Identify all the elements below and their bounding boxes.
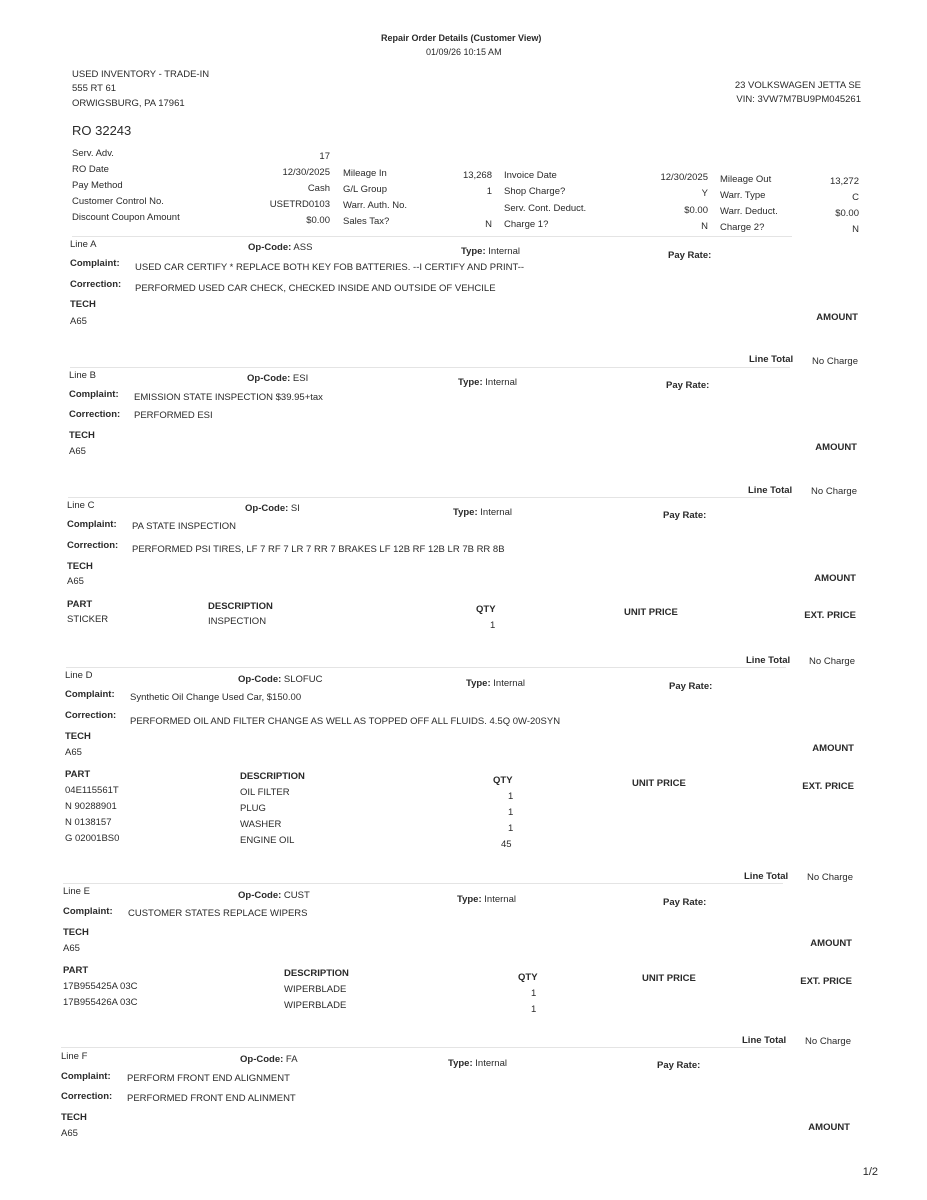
correction-text: PERFORMED FRONT END ALINMENT [127,1093,296,1104]
opcode-label: Op-Code: [247,373,291,384]
part-description: INSPECTION [208,616,267,627]
print-timestamp: 01/09/26 10:15 AM [426,47,502,57]
customer-name: USED INVENTORY - TRADE-IN [72,69,210,80]
ro-number: RO 32243 [72,123,132,138]
description-header: DESCRIPTION [284,968,349,979]
pay-rate-label: Pay Rate: [668,250,712,261]
amount-label: AMOUNT [816,312,858,323]
complaint-label: Complaint: [69,389,119,400]
complaint-label: Complaint: [70,258,120,269]
mileage-out-value: 13,272 [829,176,859,187]
mileage-in-label: Mileage In [343,168,387,179]
sales-tax-value: N [485,219,492,230]
complaint-text: CUSTOMER STATES REPLACE WIPERS [128,908,308,919]
warr-auth-label: Warr. Auth. No. [343,200,408,211]
part-number: N 90288901 [65,801,117,812]
type-label: Type: [448,1058,473,1069]
serv-adv-label: Serv. Adv. [72,148,114,159]
complaint-text: PERFORM FRONT END ALIGNMENT [127,1073,290,1084]
complaint-text: PA STATE INSPECTION [132,521,236,532]
complaint-text: Synthetic Oil Change Used Car, $150.00 [130,692,302,703]
shop-charge-value: Y [701,188,708,199]
part-qty: 1 [490,620,496,631]
correction-text: PERFORMED PSI TIRES, LF 7 RF 7 LR 7 RR 7 BRAKES LF 12B RF 12B LR 7B RR 8B [132,544,505,555]
type-label: Type: [458,377,483,388]
complaint-label: Complaint: [67,519,117,530]
serv-cont-deduct-value: $0.00 [684,205,708,216]
pay-method-label: Pay Method [72,180,123,191]
correction-label: Correction: [65,710,117,721]
unit-price-header: UNIT PRICE [632,778,686,789]
invoice-date-label: Invoice Date [504,170,557,181]
line-total-value: No Charge [807,872,853,883]
mileage-out-label: Mileage Out [720,174,772,185]
correction-label: Correction: [67,540,119,551]
charge1-label: Charge 1? [504,219,549,230]
correction-text: PERFORMED ESI [134,410,213,421]
type-value: Internal [484,894,516,905]
ext-price-header: EXT. PRICE [800,976,852,987]
type-value: Internal [485,377,517,388]
type-value: Internal [475,1058,507,1069]
invoice-date-value: 12/30/2025 [660,172,708,183]
opcode-value: FA [285,1054,298,1065]
page-title: Repair Order Details (Customer View) [381,33,542,43]
type-label: Type: [461,246,486,257]
opcode-value: SLOFUC [283,674,323,685]
part-description: PLUG [240,803,266,814]
qty-header: QTY [476,604,496,615]
part-header: PART [63,965,89,976]
correction-label: Correction: [61,1091,113,1102]
part-qty: 1 [508,807,514,818]
pay-rate-label: Pay Rate: [663,510,707,521]
warr-deduct-label: Warr. Deduct. [720,206,778,217]
section-divider [61,1047,781,1048]
vehicle-vin: VIN: 3VW7M7BU9PM045261 [736,94,861,105]
tech-label: TECH [67,561,93,572]
part-number: G 02001BS0 [65,833,120,844]
customer-street: 555 RT 61 [72,83,117,94]
opcode-label: Op-Code: [238,674,282,685]
mileage-in-value: 13,268 [462,170,492,181]
part-number: 17B955426A 03C [63,997,138,1008]
tech-value: A65 [61,1128,78,1139]
line-name: Line A [70,239,97,250]
sales-tax-label: Sales Tax? [343,216,390,227]
serv-adv-value: 17 [319,151,330,162]
discount-label: Discount Coupon Amount [72,212,180,223]
part-qty: 1 [508,823,514,834]
amount-label: AMOUNT [815,442,857,453]
tech-value: A65 [63,943,80,954]
unit-price-header: UNIT PRICE [624,607,678,618]
line-total-label: Line Total [749,354,794,365]
charge2-value: N [852,224,859,235]
charge1-value: N [701,221,708,232]
amount-label: AMOUNT [810,938,852,949]
correction-label: Correction: [70,279,122,290]
correction-label: Correction: [69,409,121,420]
line-total-value: No Charge [809,656,855,667]
description-header: DESCRIPTION [240,771,305,782]
pay-rate-label: Pay Rate: [657,1060,701,1071]
tech-label: TECH [70,299,96,310]
line-name: Line B [69,370,96,381]
part-qty: 1 [531,1004,537,1015]
part-number: STICKER [67,614,109,625]
tech-label: TECH [61,1112,87,1123]
warr-type-value: C [852,192,859,203]
line-total-label: Line Total [744,871,789,882]
ro-date-label: RO Date [72,164,109,175]
tech-value: A65 [70,316,87,327]
part-header: PART [67,599,93,610]
description-header: DESCRIPTION [208,601,273,612]
part-number: 04E115561T [65,785,119,796]
part-qty: 45 [501,839,512,850]
amount-label: AMOUNT [808,1122,850,1133]
gl-group-value: 1 [486,186,492,197]
line-name: Line D [65,670,93,681]
pay-rate-label: Pay Rate: [663,897,707,908]
part-description: OIL FILTER [240,787,290,798]
line-name: Line F [61,1051,88,1062]
opcode-value: SI [290,503,300,514]
type-label: Type: [466,678,491,689]
part-header: PART [65,769,91,780]
opcode-label: Op-Code: [248,242,292,253]
part-description: ENGINE OIL [240,835,295,846]
ro-date-value: 12/30/2025 [282,167,330,178]
line-total-value: No Charge [812,356,858,367]
gl-group-label: G/L Group [343,184,388,195]
type-value: Internal [488,246,520,257]
ext-price-header: EXT. PRICE [802,781,854,792]
pay-rate-label: Pay Rate: [669,681,713,692]
type-value: Internal [480,507,512,518]
complaint-label: Complaint: [65,689,115,700]
amount-label: AMOUNT [812,743,854,754]
discount-value: $0.00 [306,215,330,226]
part-description: WASHER [240,819,282,830]
ext-price-header: EXT. PRICE [804,610,856,621]
charge2-label: Charge 2? [720,222,765,233]
part-description: WIPERBLADE [284,1000,347,1011]
shop-charge-label: Shop Charge? [504,186,566,197]
customer-control-value: USETRD0103 [269,199,330,210]
line-total-value: No Charge [811,486,857,497]
opcode-value: ESI [292,373,309,384]
complaint-label: Complaint: [61,1071,111,1082]
opcode-value: ASS [293,242,313,253]
line-name: Line E [63,886,90,897]
opcode-value: CUST [283,890,310,901]
unit-price-header: UNIT PRICE [642,973,696,984]
tech-label: TECH [65,731,91,742]
section-divider [70,367,790,368]
tech-label: TECH [63,927,89,938]
pay-rate-label: Pay Rate: [666,380,710,391]
customer-control-label: Customer Control No. [72,196,164,207]
amount-label: AMOUNT [814,573,856,584]
correction-text: PERFORMED USED CAR CHECK, CHECKED INSIDE AND OUTSIDE OF VEHCILE [135,283,496,294]
page-number: 1/2 [862,1166,878,1178]
type-label: Type: [457,894,482,905]
warr-deduct-value: $0.00 [835,208,859,219]
warr-type-label: Warr. Type [720,190,766,201]
section-divider [66,667,786,668]
tech-label: TECH [69,430,95,441]
part-description: WIPERBLADE [284,984,347,995]
correction-text: PERFORMED OIL AND FILTER CHANGE AS WELL AS TOPPED OFF ALL FLUIDS. 4.5Q 0W-20SYN [130,716,561,727]
part-number: 17B955425A 03C [63,981,138,992]
complaint-label: Complaint: [63,906,113,917]
section-divider [63,883,783,884]
opcode-label: Op-Code: [238,890,282,901]
line-total-label: Line Total [742,1035,787,1046]
qty-header: QTY [518,972,538,983]
tech-value: A65 [65,747,82,758]
serv-cont-deduct-label: Serv. Cont. Deduct. [504,203,587,214]
line-total-label: Line Total [746,655,791,666]
complaint-text: EMISSION STATE INSPECTION $39.95+tax [134,392,323,403]
section-divider [72,236,792,237]
part-number: N 0138157 [65,817,112,828]
tech-value: A65 [69,446,86,457]
qty-header: QTY [493,775,513,786]
part-qty: 1 [508,791,514,802]
pay-method-value: Cash [307,183,330,194]
customer-city: ORWIGSBURG, PA 17961 [72,98,185,109]
section-divider [68,497,788,498]
vehicle-description: 23 VOLKSWAGEN JETTA SE [734,80,861,91]
opcode-label: Op-Code: [245,503,289,514]
type-label: Type: [453,507,478,518]
complaint-text: USED CAR CERTIFY * REPLACE BOTH KEY FOB BATTERIES. --I CERTIFY AND PRINT-- [135,262,525,273]
opcode-label: Op-Code: [240,1054,284,1065]
tech-value: A65 [67,576,84,587]
line-total-value: No Charge [805,1036,851,1047]
part-qty: 1 [531,988,537,999]
type-value: Internal [493,678,525,689]
line-name: Line C [67,500,95,511]
line-total-label: Line Total [748,485,793,496]
